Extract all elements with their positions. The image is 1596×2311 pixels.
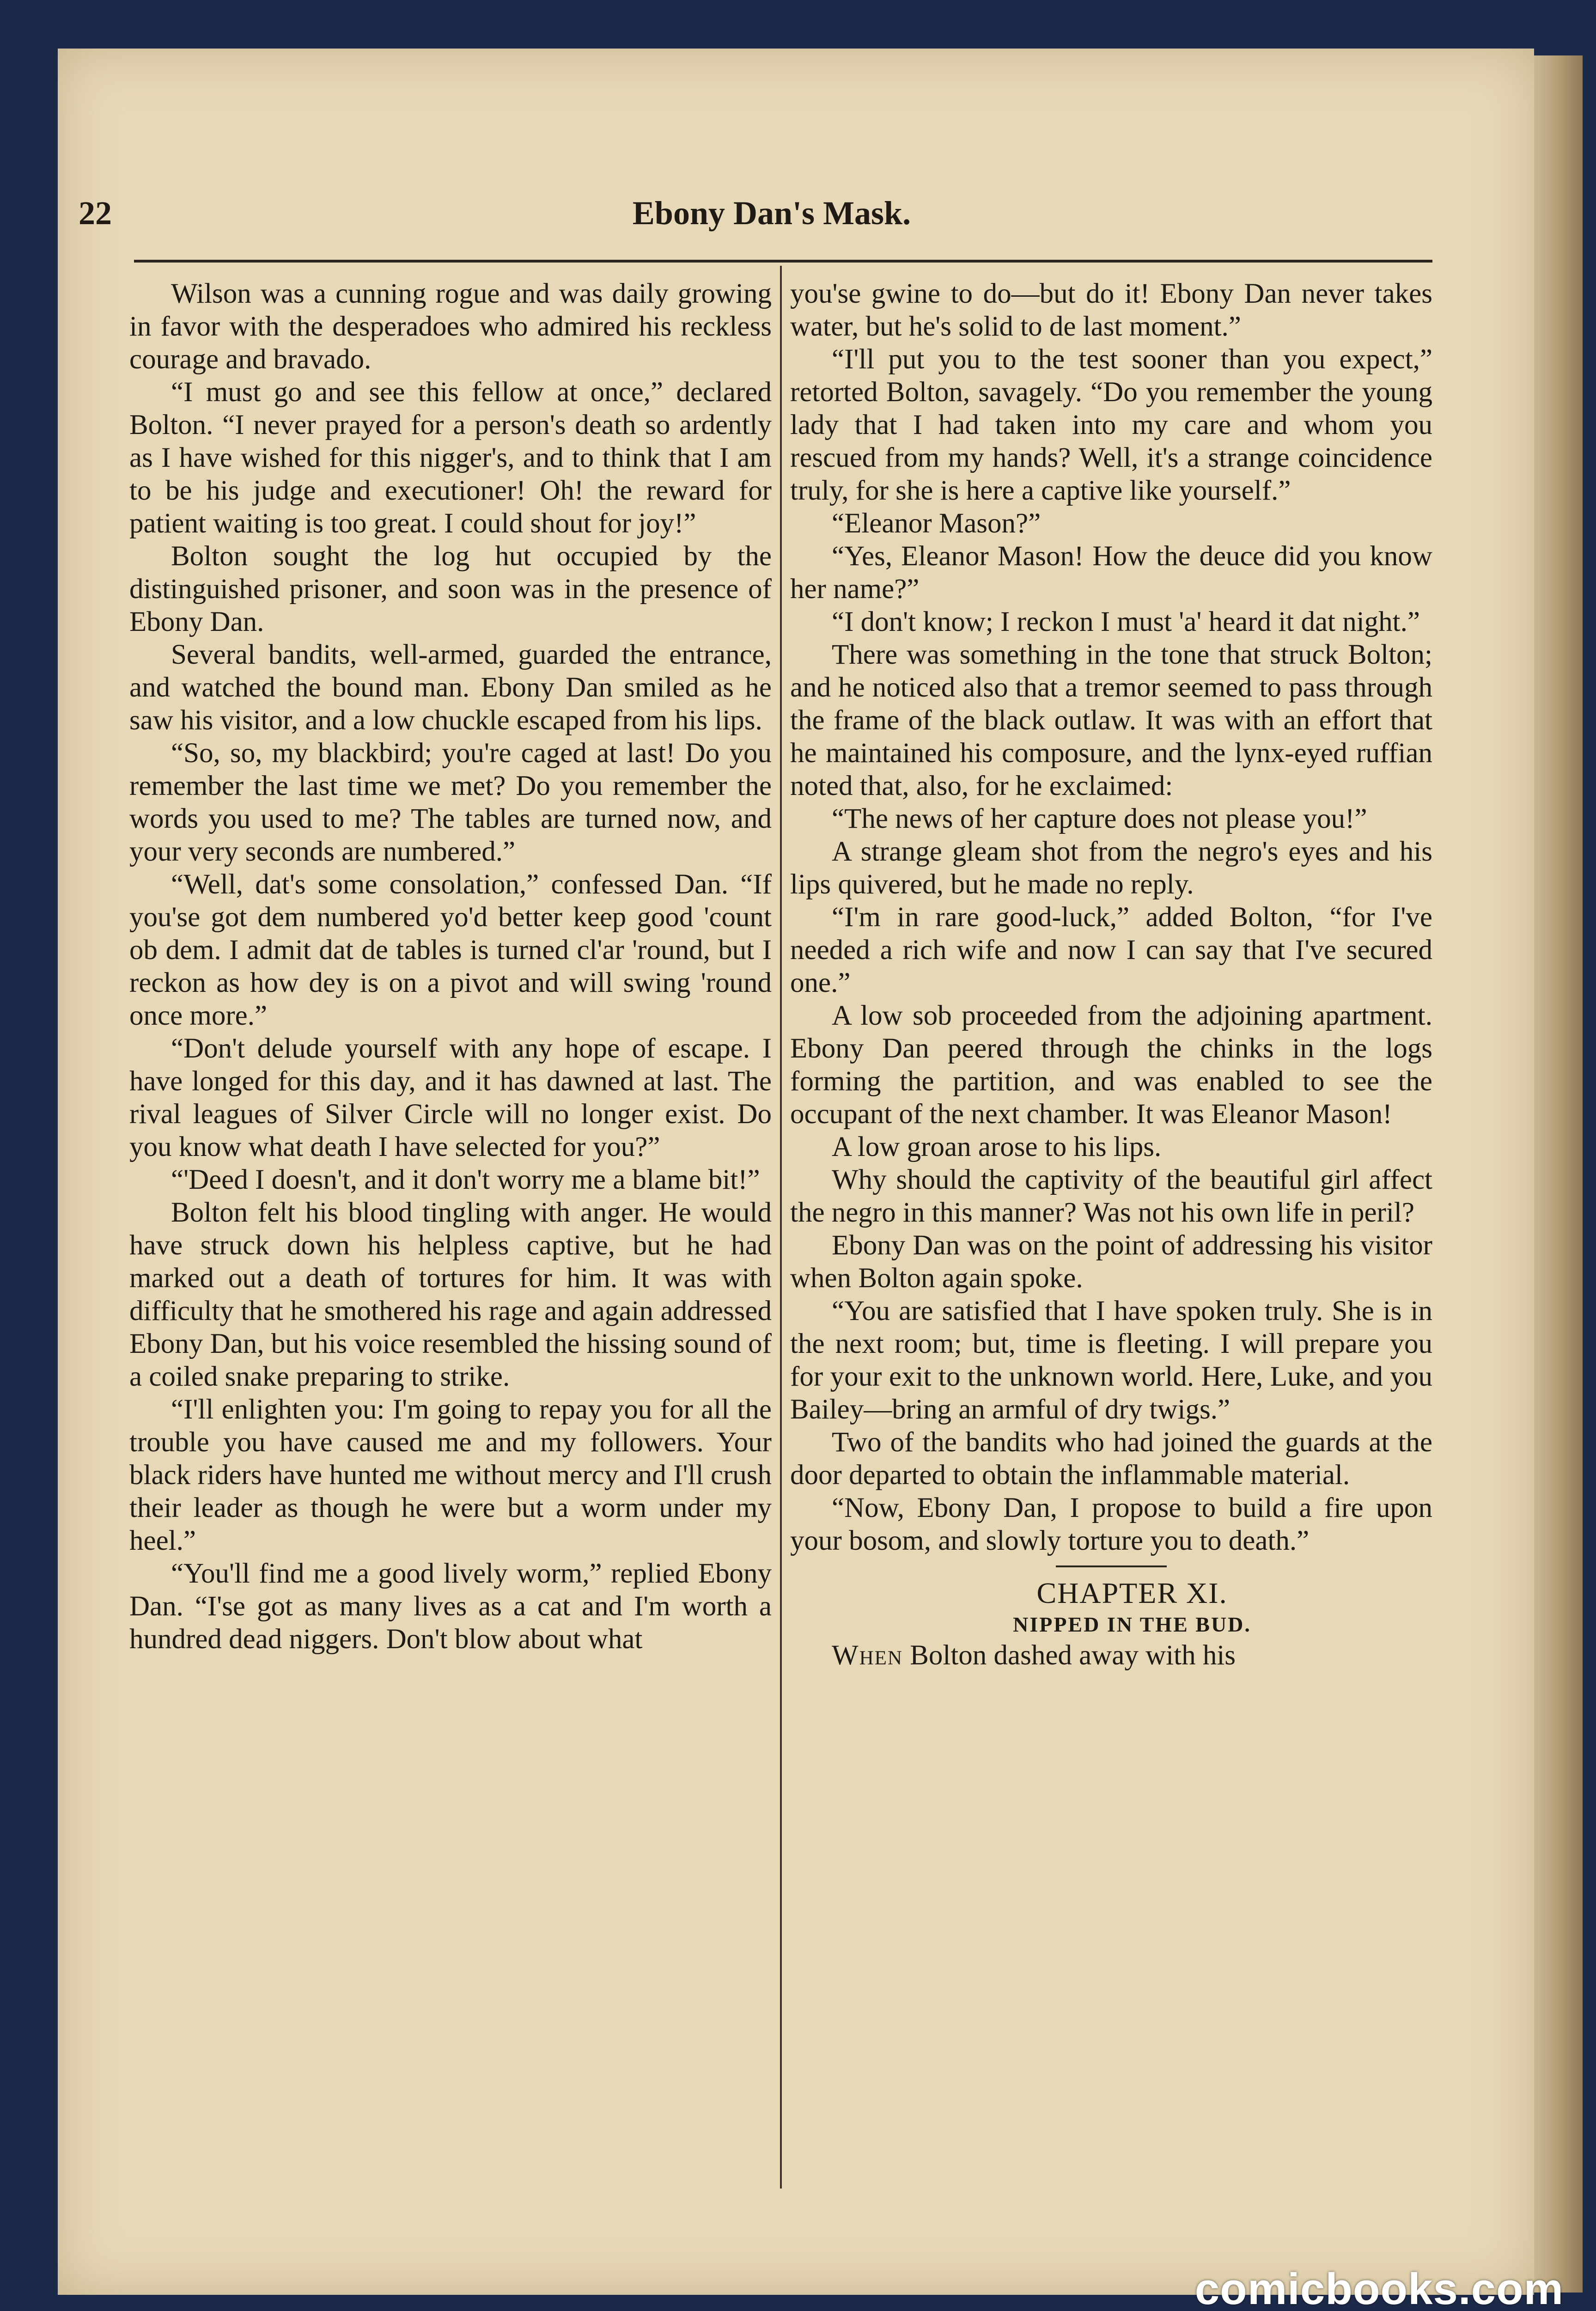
running-title: Ebony Dan's Mask. — [632, 195, 911, 232]
paragraph: A low sob proceeded from the adjoining apartment. Ebony Dan peered through the chinks in the logs forming the partition, and was enabled to see the occupant of the next chamber. It was Eleanor Mason! — [790, 1000, 1432, 1130]
paragraph: you'se gwine to do—but do it! Ebony Dan never takes water, but he's solid to de last moment.” — [790, 278, 1432, 342]
paragraph: Several bandits, well-armed, guarded the entrance, and watched the bound man. Ebony Dan smiled as he saw his visitor, and a low chuckle escaped from his lips. — [129, 639, 772, 736]
paragraph: “Don't delude yourself with any hope of escape. I have longed for this day, and it has dawned at last. The rival leagues of Silver Circle will no longer exist. Do you know what death I have selected for you?” — [129, 1033, 772, 1162]
paragraph: “Well, dat's some consolation,” confessed Dan. “If you'se got dem numbered yo'd better keep good 'count ob dem. I admit dat de tables is turned cl'ar 'round, but I reckon as how dey is on a pivot and will swing 'round once more.” — [129, 869, 772, 1031]
paragraph: “I'll put you to the test sooner than you expect,” retorted Bolton, savagely. “Do you remember the young lady that I had taken into my care and whom you rescued from my hands? Well, it's a strange coincidence truly, for she is here a captive like yourself.” — [790, 344, 1432, 506]
paragraph: “You'll find me a good lively worm,” replied Ebony Dan. “I'se got as many lives as a cat and I'm worth a hundred dead niggers. Don't blow about what — [129, 1558, 772, 1655]
paragraph: Ebony Dan was on the point of addressing his visitor when Bolton again spoke. — [790, 1230, 1432, 1294]
page-number: 22 — [79, 195, 112, 232]
paragraph: Bolton felt his blood tingling with anger. He would have struck down his helpless captive, but he had marked out a death of tortures for him. It was with difficulty that he smothered his rage and again addressed Ebony Dan, but his voice resembled the hissing sound of a coiled snake preparing to strike. — [129, 1197, 772, 1392]
chapter-rule — [1056, 1565, 1167, 1567]
paragraph: “Eleanor Mason?” — [832, 508, 1041, 539]
paragraph: “The news of her capture does not please you!” — [832, 803, 1367, 834]
right-column — [790, 277, 1432, 1672]
header-rule — [134, 260, 1432, 263]
chapter-opening-text: Bolton dashed away with his — [902, 1640, 1236, 1671]
paragraph: Wilson was a cunning rogue and was daily growing in favor with the desperadoes who admired his reckless courage and bravado. — [129, 278, 772, 375]
left-column — [129, 277, 772, 1656]
watermark: comicbooks.com — [1194, 2264, 1564, 2311]
paragraph: “I'll enlighten you: I'm going to repay you for all the trouble you have caused me and my followers. Your black riders have hunted me without mercy and I'll crush their leader as though he were but a worm under my heel.” — [129, 1394, 772, 1556]
page-edge — [1534, 55, 1583, 2293]
page-header — [79, 194, 1465, 240]
paragraph: Bolton sought the log hut occupied by the distinguished prisoner, and soon was in the presence of Ebony Dan. — [129, 541, 772, 637]
paragraph: Why should the captivity of the beautiful girl affect the negro in this manner? Was not his own life in peril? — [790, 1164, 1432, 1228]
paragraph: “Yes, Eleanor Mason! How the deuce did you know her name?” — [790, 541, 1432, 605]
paragraph: “I'm in rare good-luck,” added Bolton, “for I've needed a rich wife and now I can say that I've secured one.” — [790, 902, 1432, 998]
chapter-subtitle: NIPPED IN THE BUD. — [1013, 1613, 1251, 1636]
paragraph: “I don't know; I reckon I must 'a' heard it dat night.” — [832, 606, 1420, 637]
chapter-opening — [790, 1639, 1432, 1672]
paragraph: “'Deed I doesn't, and it don't worry me a blame bit!” — [171, 1164, 760, 1195]
paragraph: A strange gleam shot from the negro's eyes and his lips quivered, but he made no reply. — [790, 836, 1432, 900]
chapter-title: CHAPTER XI. — [1036, 1577, 1228, 1609]
paragraph: A low groan arose to his lips. — [832, 1131, 1162, 1162]
column-divider — [780, 266, 782, 2189]
paragraph: There was something in the tone that struck Bolton; and he noticed also that a tremor seemed to pass through the frame of the black outlaw. It was with an effort that he maintained his composure, and the lynx-eyed ruffian noted that, also, for he exclaimed: — [790, 639, 1432, 801]
chapter-opening-word: When — [832, 1640, 903, 1671]
paragraph: “So, so, my blackbird; you're caged at last! Do you remember the last time we met? Do you remember the words you used to me? The tables are turned now, and your very seconds are numbered.” — [129, 738, 772, 867]
paragraph: “Now, Ebony Dan, I propose to build a fire upon your bosom, and slowly torture you to death.” — [790, 1492, 1432, 1556]
paragraph: “You are satisfied that I have spoken truly. She is in the next room; but, time is fleeting. I will prepare you for your exit to the unknown world. Here, Luke, and you Bailey—bring an armful of dry twigs.” — [790, 1296, 1432, 1425]
paragraph: Two of the bandits who had joined the guards at the door departed to obtain the inflammable material. — [790, 1427, 1432, 1491]
paragraph: “I must go and see this fellow at once,” declared Bolton. “I never prayed for a person's death so ardently as I have wished for this nigger's, and to think that I am to be his judge and executioner! Oh! the reward for patient waiting is too great. I could shout for joy!” — [129, 377, 772, 539]
